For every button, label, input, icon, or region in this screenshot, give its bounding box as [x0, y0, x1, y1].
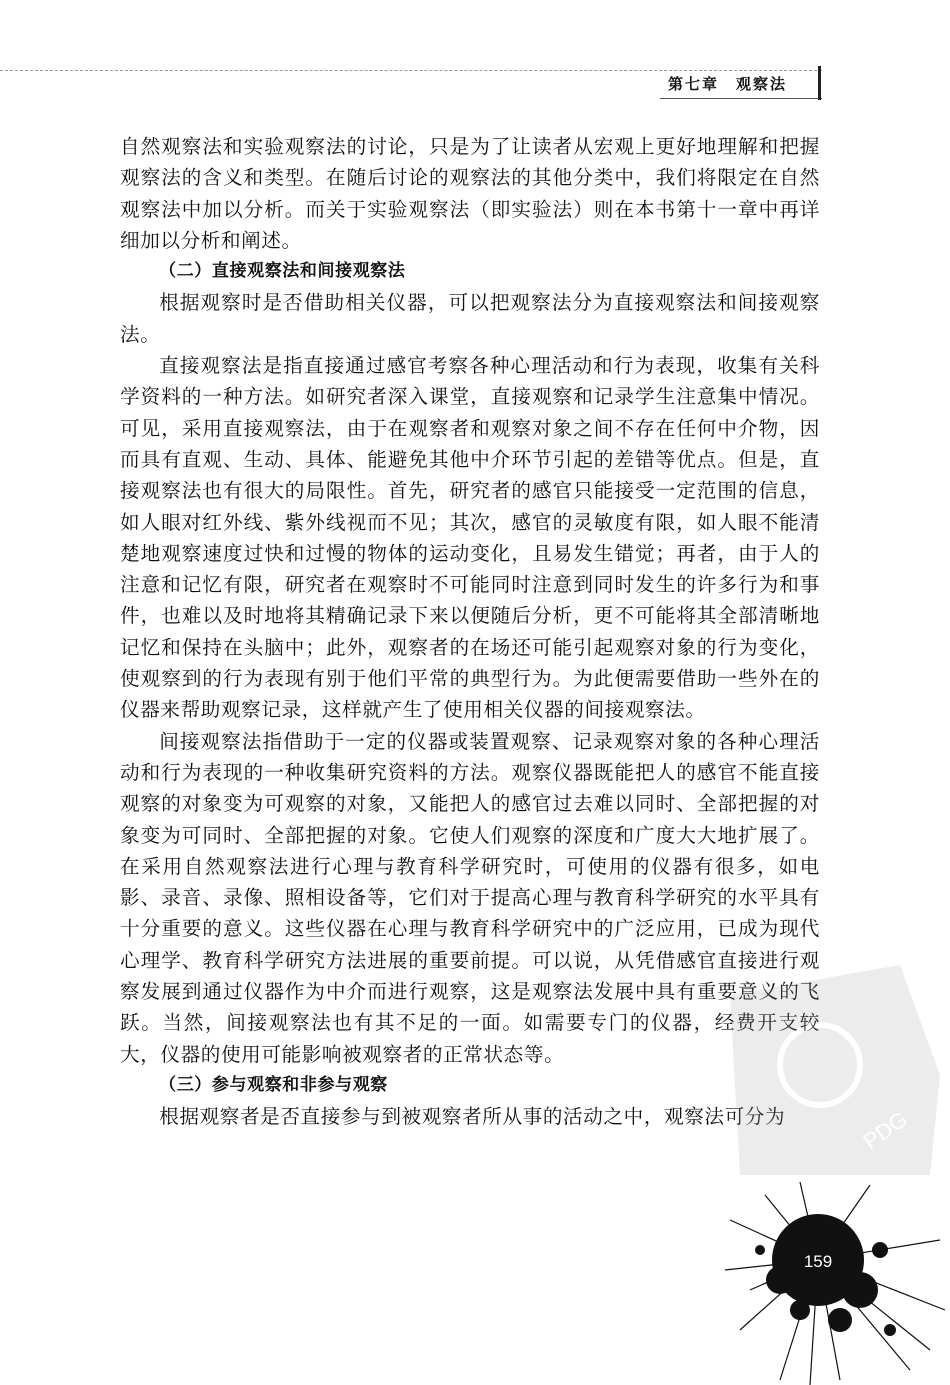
- paragraph: 直接观察法是指直接通过感官考察各种心理活动和行为表现，收集有关科学资料的一种方法。如研究者深入课堂，直接观察和记录学生注意集中情况。可见，采用直接观察法，由于在观察者和观察对象之间不存在任何中介物，因而具有直观、生动、具体、能避免其他中介环节引起的差错等优点。但是，直接观察法也有很大的局限性。首先，研究者的感官只能接受一定范围的信息，如人眼对红外线、紫外线视而不见；其次，感官的灵敏度有限，如人眼不能清楚地观察速度过快和过慢的物体的运动变化，且易发生错觉；再者，由于人的注意和记忆有限，研究者在观察时不可能同时注意到同时发生的许多行为和事件，也难以及时地将其精确记录下来以便随后分析，更不可能将其全部清晰地记忆和保持在头脑中；此外，观察者的在场还可能引起观察对象的行为变化，使观察到的行为表现有别于他们平常的典型行为。为此便需要借助一些外在的仪器来帮助观察记录，这样就产生了使用相关仪器的间接观察法。: [120, 354, 820, 722]
- header-underline: [660, 98, 822, 99]
- header-rule: [0, 70, 822, 71]
- page-number: 159: [790, 1234, 846, 1290]
- watermark-text: PDG: [858, 1106, 912, 1155]
- header-bar: [818, 66, 821, 100]
- paragraph: 根据观察时是否借助相关仪器，可以把观察法分为直接观察法和间接观察法。: [120, 291, 820, 346]
- page-body: [120, 131, 820, 1133]
- paragraph: 自然观察法和实验观察法的讨论，只是为了让读者从宏观上更好地理解和把握观察法的含义和类型。在随后讨论的观察法的其他分类中，我们将限定在自然观察法中加以分析。而关于实验观察法（即实验法）则在本书第十一章中再详细加以分析和阐述。: [120, 135, 820, 252]
- section-heading: （三）参与观察和非参与观察: [159, 1074, 388, 1095]
- running-head: 第七章 观察法: [668, 75, 788, 93]
- section-heading: （二）直接观察法和间接观察法: [159, 261, 406, 282]
- paragraph: 间接观察法指借助于一定的仪器或装置观察、记录观察对象的各种心理活动和行为表现的一种收集研究资料的方法。观察仪器既能把人的感官不能直接观察的对象变为可观察的对象，又能把人的感官过去难以同时、全部把握的对象变为可同时、全部把握的对象。它使人们观察的深度和广度大大地扩展了。在采用自然观察法进行心理与教育科学研究时，可使用的仪器有很多，如电影、录音、录像、照相设备等，它们对于提高心理与教育科学研究的水平具有十分重要的意义。这些仪器在心理与教育科学研究中的广泛应用，已成为现代心理学、教育科学研究方法进展的重要前提。可以说，从凭借感官直接进行观察发展到通过仪器作为中介而进行观察，这是观察法发展中具有重要意义的飞跃。当然，间接观察法也有其不足的一面。如需要专门的仪器，经费开支较大，仪器的使用可能影响被观察者的正常状态等。: [120, 729, 820, 1066]
- paragraph: 根据观察者是否直接参与到被观察者所从事的活动之中，观察法可分为: [159, 1105, 786, 1129]
